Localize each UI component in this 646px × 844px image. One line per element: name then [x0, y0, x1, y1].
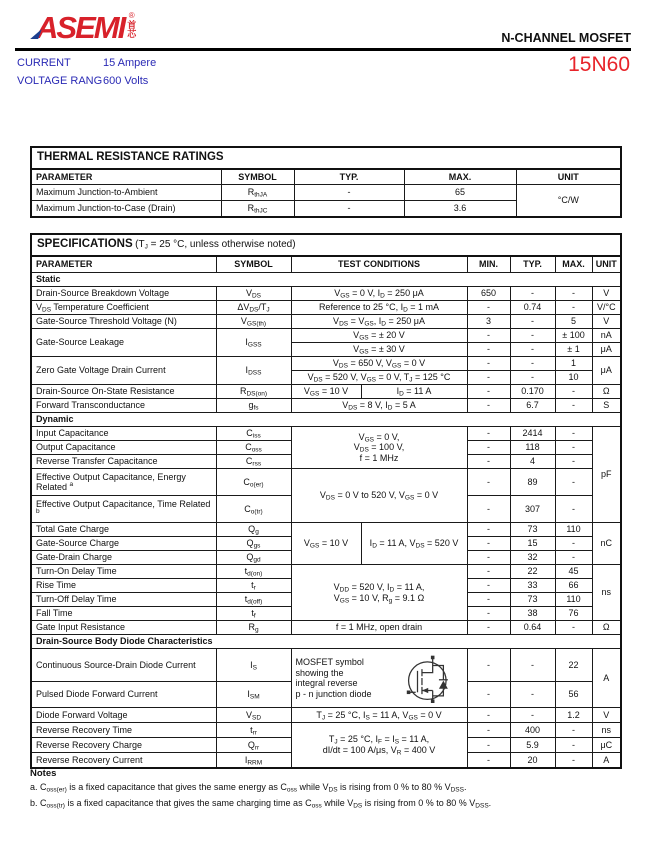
typ-cell: 0.64	[510, 621, 555, 635]
mosfet-symbol-icon	[405, 651, 455, 705]
max-cell: -	[555, 441, 592, 455]
symbol-cell: $t_{d(off)}$	[216, 593, 291, 607]
param-cell: Forward Transconductance	[31, 399, 216, 413]
col-header-symbol: SYMBOL	[221, 169, 294, 185]
param-cell: Zero Gate Voltage Drain Current	[31, 357, 216, 385]
symbol-cell: $Q_{rr}$	[216, 738, 291, 753]
unit-cell: V	[592, 315, 621, 329]
part-number: 15N60	[568, 53, 630, 76]
unit-cell: A	[592, 753, 621, 768]
max-cell: 65	[404, 185, 516, 201]
param-cell: Gate-Drain Charge	[31, 551, 216, 565]
row-coer	[31, 469, 621, 496]
notes-title: Notes	[30, 768, 57, 779]
notes-section	[28, 768, 632, 813]
min-cell: 650	[467, 287, 510, 301]
max-cell: -	[555, 738, 592, 753]
min-cell: -	[467, 738, 510, 753]
symbol-cell: $t_r$	[216, 579, 291, 593]
row-vsd	[31, 708, 621, 723]
cond-cell: $V_{DS} = 8$ V, $I_D = 5$ A	[291, 399, 467, 413]
max-cell: -	[555, 753, 592, 768]
param-cell: Turn-Off Delay Time	[31, 593, 216, 607]
min-cell: -	[467, 441, 510, 455]
cond-cell	[291, 649, 467, 708]
logo-chinese-top: 首	[127, 20, 137, 30]
max-cell: 1.2	[555, 708, 592, 723]
unit-cell: Ω	[592, 621, 621, 635]
param-cell: Input Capacitance	[31, 427, 216, 441]
symbol-cell: $C_{iss}$	[216, 427, 291, 441]
cond-cell: $T_J = 25$ °C, $I_S = 11$ A, $V_{GS} = 0$ V	[291, 708, 467, 723]
section-row-static	[31, 273, 621, 287]
max-cell: -	[555, 385, 592, 399]
symbol-cell: $C_{rss}$	[216, 455, 291, 469]
cond-cell: $V_{GS} = 0$ V, $V_{DS} = 100$ V, f = 1 MHz	[291, 427, 467, 469]
param-cell: Reverse Recovery Charge	[31, 738, 216, 753]
max-cell: 76	[555, 607, 592, 621]
thermal-ratings-table	[30, 146, 622, 218]
col-header-typ: TYP.	[294, 169, 404, 185]
col-header-symbol: SYMBOL	[216, 256, 291, 273]
param-cell: Continuous Source-Drain Diode Current	[31, 649, 216, 682]
max-cell: -	[555, 496, 592, 523]
param-cell: Gate Input Resistance	[31, 621, 216, 635]
voltage-rating-line	[17, 75, 148, 87]
symbol-cell: $C_{o(tr)}$	[216, 496, 291, 523]
typ-cell: 0.170	[510, 385, 555, 399]
max-cell: -	[555, 723, 592, 738]
cond-cell: $V_{DS} = 520$ V, $V_{GS} = 0$ V, $T_J = 125$ °C	[291, 371, 467, 385]
typ-cell: 32	[510, 551, 555, 565]
col-header-test-conditions: TEST CONDITIONS	[291, 256, 467, 273]
param-cell: Drain-Source Breakdown Voltage	[31, 287, 216, 301]
max-cell: -	[555, 551, 592, 565]
unit-cell: S	[592, 399, 621, 413]
typ-cell: 22	[510, 565, 555, 579]
cond-cell: $V_{DD} = 520$ V, $I_D = 11$ A, $V_{GS} = 10$ V, $R_g = 9.1$ Ω	[291, 565, 467, 621]
max-cell: 3.6	[404, 201, 516, 217]
symbol-cell: $C_{o(er)}$	[216, 469, 291, 496]
param-cell: Fall Time	[31, 607, 216, 621]
symbol-cell: $I_{DSS}$	[216, 357, 291, 385]
symbol-cell: $g_{fs}$	[216, 399, 291, 413]
min-cell: -	[467, 301, 510, 315]
min-cell: -	[467, 607, 510, 621]
param-cell: Gate-Source Threshold Voltage (N)	[31, 315, 216, 329]
logo-chinese-bottom: 芯	[127, 29, 137, 39]
symbol-cell: $R_g$	[216, 621, 291, 635]
unit-cell: A	[592, 649, 621, 708]
max-cell: -	[555, 399, 592, 413]
unit-cell: V	[592, 708, 621, 723]
cond-cell: $V_{DS} = 650$ V, $V_{GS} = 0$ V	[291, 357, 467, 371]
typ-cell: -	[510, 649, 555, 682]
max-cell: 56	[555, 682, 592, 708]
typ-cell: 0.74	[510, 301, 555, 315]
col-header-unit: UNIT	[516, 169, 621, 185]
row-is	[31, 649, 621, 682]
min-cell: -	[467, 565, 510, 579]
typ-cell: 400	[510, 723, 555, 738]
typ-cell: -	[294, 201, 404, 217]
cond-cell: $V_{DS} = 0$ V to 520 V, $V_{GS} = 0$ V	[291, 469, 467, 523]
symbol-cell: $I_{GSS}$	[216, 329, 291, 357]
min-cell: -	[467, 455, 510, 469]
note-a: a. $C_{oss(er)}$ is a fixed capacitance that gives the same energy as $C_{oss}$ while $V_{DS}$ is rising from 0 % to 80 % $V_{DSS}$.	[30, 782, 467, 794]
symbol-cell: $Q_g$	[216, 523, 291, 537]
max-cell: ± 1	[555, 343, 592, 357]
max-cell: -	[555, 537, 592, 551]
min-cell: -	[467, 551, 510, 565]
min-cell: -	[467, 682, 510, 708]
logo-side	[127, 12, 136, 39]
symbol-cell: $Q_{gd}$	[216, 551, 291, 565]
row-threshold-voltage	[31, 315, 621, 329]
thermal-row-junction-ambient	[31, 185, 621, 201]
max-cell: 66	[555, 579, 592, 593]
row-zero-gate-current-1	[31, 357, 621, 371]
col-header-typ: TYP.	[510, 256, 555, 273]
section-label: Drain-Source Body Diode Characteristics	[31, 635, 621, 649]
typ-cell: -	[510, 357, 555, 371]
row-tdon	[31, 565, 621, 579]
cond-cell-right: $I_D = 11$ A	[361, 385, 467, 399]
row-ciss	[31, 427, 621, 441]
max-cell: 10	[555, 371, 592, 385]
section-label: Static	[31, 273, 621, 287]
min-cell: -	[467, 385, 510, 399]
thermal-title-row	[31, 147, 621, 169]
unit-cell: ns	[592, 723, 621, 738]
min-cell: -	[467, 579, 510, 593]
spec-title-row	[31, 234, 621, 256]
symbol-cell: $R_{DS(on)}$	[216, 385, 291, 399]
typ-cell: -	[294, 185, 404, 201]
param-cell: Output Capacitance	[31, 441, 216, 455]
max-cell: 45	[555, 565, 592, 579]
symbol-cell: $t_{rr}$	[216, 723, 291, 738]
min-cell: 3	[467, 315, 510, 329]
typ-cell: -	[510, 682, 555, 708]
cond-cell: $T_J = 25$ °C, $I_F = I_S = 11$ A, dI/dt = 100 A/μs, $V_R = 400$ V	[291, 723, 467, 768]
col-header-unit: UNIT	[592, 256, 621, 273]
typ-cell: -	[510, 287, 555, 301]
param-cell: Gate-Source Leakage	[31, 329, 216, 357]
row-temp-coefficient	[31, 301, 621, 315]
cond-cell: $V_{DS} = V_{GS}$, $I_D = 250$ μA	[291, 315, 467, 329]
typ-cell: 307	[510, 496, 555, 523]
min-cell: -	[467, 753, 510, 768]
param-cell: Effective Output Capacitance, Time Related $^b$	[31, 496, 216, 523]
min-cell: -	[467, 469, 510, 496]
row-rdson	[31, 385, 621, 399]
symbol-cell: $R_{thJA}$	[221, 185, 294, 201]
current-rating-line	[17, 57, 156, 69]
typ-cell: 118	[510, 441, 555, 455]
param-cell: Drain-Source On-State Resistance	[31, 385, 216, 399]
symbol-cell: $V_{GS(th)}$	[216, 315, 291, 329]
min-cell: -	[467, 427, 510, 441]
typ-cell: 15	[510, 537, 555, 551]
row-rg	[31, 621, 621, 635]
row-trr	[31, 723, 621, 738]
max-cell: 22	[555, 649, 592, 682]
voltage-label: VOLTAGE RANG	[17, 75, 103, 87]
param-cell: Pulsed Diode Forward Current	[31, 682, 216, 708]
min-cell: -	[467, 496, 510, 523]
symbol-cell: $t_{d(on)}$	[216, 565, 291, 579]
unit-cell: μA	[592, 343, 621, 357]
min-cell: -	[467, 537, 510, 551]
unit-cell: nC	[592, 523, 621, 565]
symbol-cell: $Q_{gs}$	[216, 537, 291, 551]
min-cell: -	[467, 593, 510, 607]
cond-cell-right: $I_D = 11$ A, $V_{DS} = 520$ V	[361, 523, 467, 565]
symbol-cell: $I_S$	[216, 649, 291, 682]
param-cell: Reverse Recovery Time	[31, 723, 216, 738]
cond-cell: f = 1 MHz, open drain	[291, 621, 467, 635]
col-header-min: MIN.	[467, 256, 510, 273]
row-qg	[31, 523, 621, 537]
max-cell: 110	[555, 523, 592, 537]
col-header-parameter: PARAMETER	[31, 256, 216, 273]
diode-condition	[292, 650, 467, 706]
min-cell: -	[467, 371, 510, 385]
header-rule	[15, 48, 631, 51]
symbol-cell: $I_{SM}$	[216, 682, 291, 708]
specifications-table	[30, 233, 622, 769]
min-cell: -	[467, 399, 510, 413]
min-cell: -	[467, 343, 510, 357]
typ-cell: -	[510, 329, 555, 343]
param-cell: Reverse Recovery Current	[31, 753, 216, 768]
row-transconductance	[31, 399, 621, 413]
min-cell: -	[467, 723, 510, 738]
min-cell: -	[467, 708, 510, 723]
symbol-cell: $V_{DS}$	[216, 287, 291, 301]
typ-cell: 38	[510, 607, 555, 621]
note-b: b. $C_{oss(tr)}$ is a fixed capacitance that gives the same charging time as $C_{oss}$ while $V_{DS}$ is rising from 0 % to 80 % $V_{DSS}$.	[30, 798, 492, 810]
param-cell: Rise Time	[31, 579, 216, 593]
section-label: Dynamic	[31, 413, 621, 427]
symbol-cell: $I_{RRM}$	[216, 753, 291, 768]
diode-condition-text: MOSFET symbol showing the integral reverse p - n junction diode	[295, 656, 372, 700]
thermal-header-row	[31, 169, 621, 185]
typ-cell: -	[510, 708, 555, 723]
param-cell: $V_{DS}$ Temperature Coefficient	[31, 301, 216, 315]
unit-cell: Ω	[592, 385, 621, 399]
typ-cell: 20	[510, 753, 555, 768]
typ-cell: 4	[510, 455, 555, 469]
param-cell: Diode Forward Voltage	[31, 708, 216, 723]
unit-cell: μA	[592, 357, 621, 385]
symbol-cell: $\Delta V_{DS}/T_J$	[216, 301, 291, 315]
min-cell: -	[467, 329, 510, 343]
spec-title: SPECIFICATIONS ($T_J = 25$ °C, unless otherwise noted)	[31, 234, 621, 256]
param-cell: Reverse Transfer Capacitance	[31, 455, 216, 469]
typ-cell: 73	[510, 593, 555, 607]
unit-cell: ns	[592, 565, 621, 621]
product-type-title: N-CHANNEL MOSFET	[501, 31, 631, 45]
min-cell: -	[467, 649, 510, 682]
param-cell: Gate-Source Charge	[31, 537, 216, 551]
asemi-logo	[36, 12, 136, 43]
symbol-cell: $V_{SD}$	[216, 708, 291, 723]
typ-cell: -	[510, 371, 555, 385]
cond-cell: $V_{GS}$ = ± 20 V	[291, 329, 467, 343]
max-cell: 110	[555, 593, 592, 607]
cond-cell: $V_{GS} = 0$ V, $I_D = 250$ μA	[291, 287, 467, 301]
param-cell: Total Gate Charge	[31, 523, 216, 537]
typ-cell: -	[510, 315, 555, 329]
typ-cell: 33	[510, 579, 555, 593]
max-cell: 1	[555, 357, 592, 371]
col-header-max: MAX.	[404, 169, 516, 185]
current-value: 15 Ampere	[103, 57, 157, 69]
symbol-cell: $t_f$	[216, 607, 291, 621]
row-gate-leakage-1	[31, 329, 621, 343]
param-cell: Maximum Junction-to-Case (Drain)	[31, 201, 221, 217]
symbol-cell: $C_{oss}$	[216, 441, 291, 455]
typ-cell: 2414	[510, 427, 555, 441]
unit-cell: °C/W	[516, 185, 621, 217]
param-cell: Maximum Junction-to-Ambient	[31, 185, 221, 201]
col-header-parameter: PARAMETER	[31, 169, 221, 185]
cond-cell: Reference to 25 °C, $I_D = 1$ mA	[291, 301, 467, 315]
typ-cell: 89	[510, 469, 555, 496]
current-label: CURRENT	[17, 57, 71, 69]
cond-cell: $V_{GS}$ = ± 30 V	[291, 343, 467, 357]
typ-cell: 73	[510, 523, 555, 537]
typ-cell: -	[510, 343, 555, 357]
unit-cell: μC	[592, 738, 621, 753]
logo-text: ASEMI	[36, 10, 125, 45]
row-breakdown-voltage	[31, 287, 621, 301]
max-cell: -	[555, 621, 592, 635]
max-cell: -	[555, 287, 592, 301]
min-cell: -	[467, 523, 510, 537]
unit-cell: nA	[592, 329, 621, 343]
max-cell: ± 100	[555, 329, 592, 343]
section-row-dynamic	[31, 413, 621, 427]
unit-cell: V/°C	[592, 301, 621, 315]
max-cell: -	[555, 455, 592, 469]
thermal-title: THERMAL RESISTANCE RATINGS	[31, 147, 621, 169]
max-cell: 5	[555, 315, 592, 329]
registered-mark: ®	[128, 11, 135, 20]
max-cell: -	[555, 427, 592, 441]
typ-cell: 6.7	[510, 399, 555, 413]
param-cell: Effective Output Capacitance, Energy Related $^a$	[31, 469, 216, 496]
min-cell: -	[467, 621, 510, 635]
col-header-max: MAX.	[555, 256, 592, 273]
max-cell: -	[555, 301, 592, 315]
spec-header-row	[31, 256, 621, 273]
voltage-value: 600 Volts	[103, 75, 149, 87]
cond-cell-left: $V_{GS} = 10$ V	[291, 385, 361, 399]
min-cell: -	[467, 357, 510, 371]
cond-cell-left: $V_{GS} = 10$ V	[291, 523, 361, 565]
unit-cell: V	[592, 287, 621, 301]
unit-cell: pF	[592, 427, 621, 523]
section-row-body-diode	[31, 635, 621, 649]
symbol-cell: $R_{thJC}$	[221, 201, 294, 217]
typ-cell: 5.9	[510, 738, 555, 753]
param-cell: Turn-On Delay Time	[31, 565, 216, 579]
max-cell: -	[555, 469, 592, 496]
